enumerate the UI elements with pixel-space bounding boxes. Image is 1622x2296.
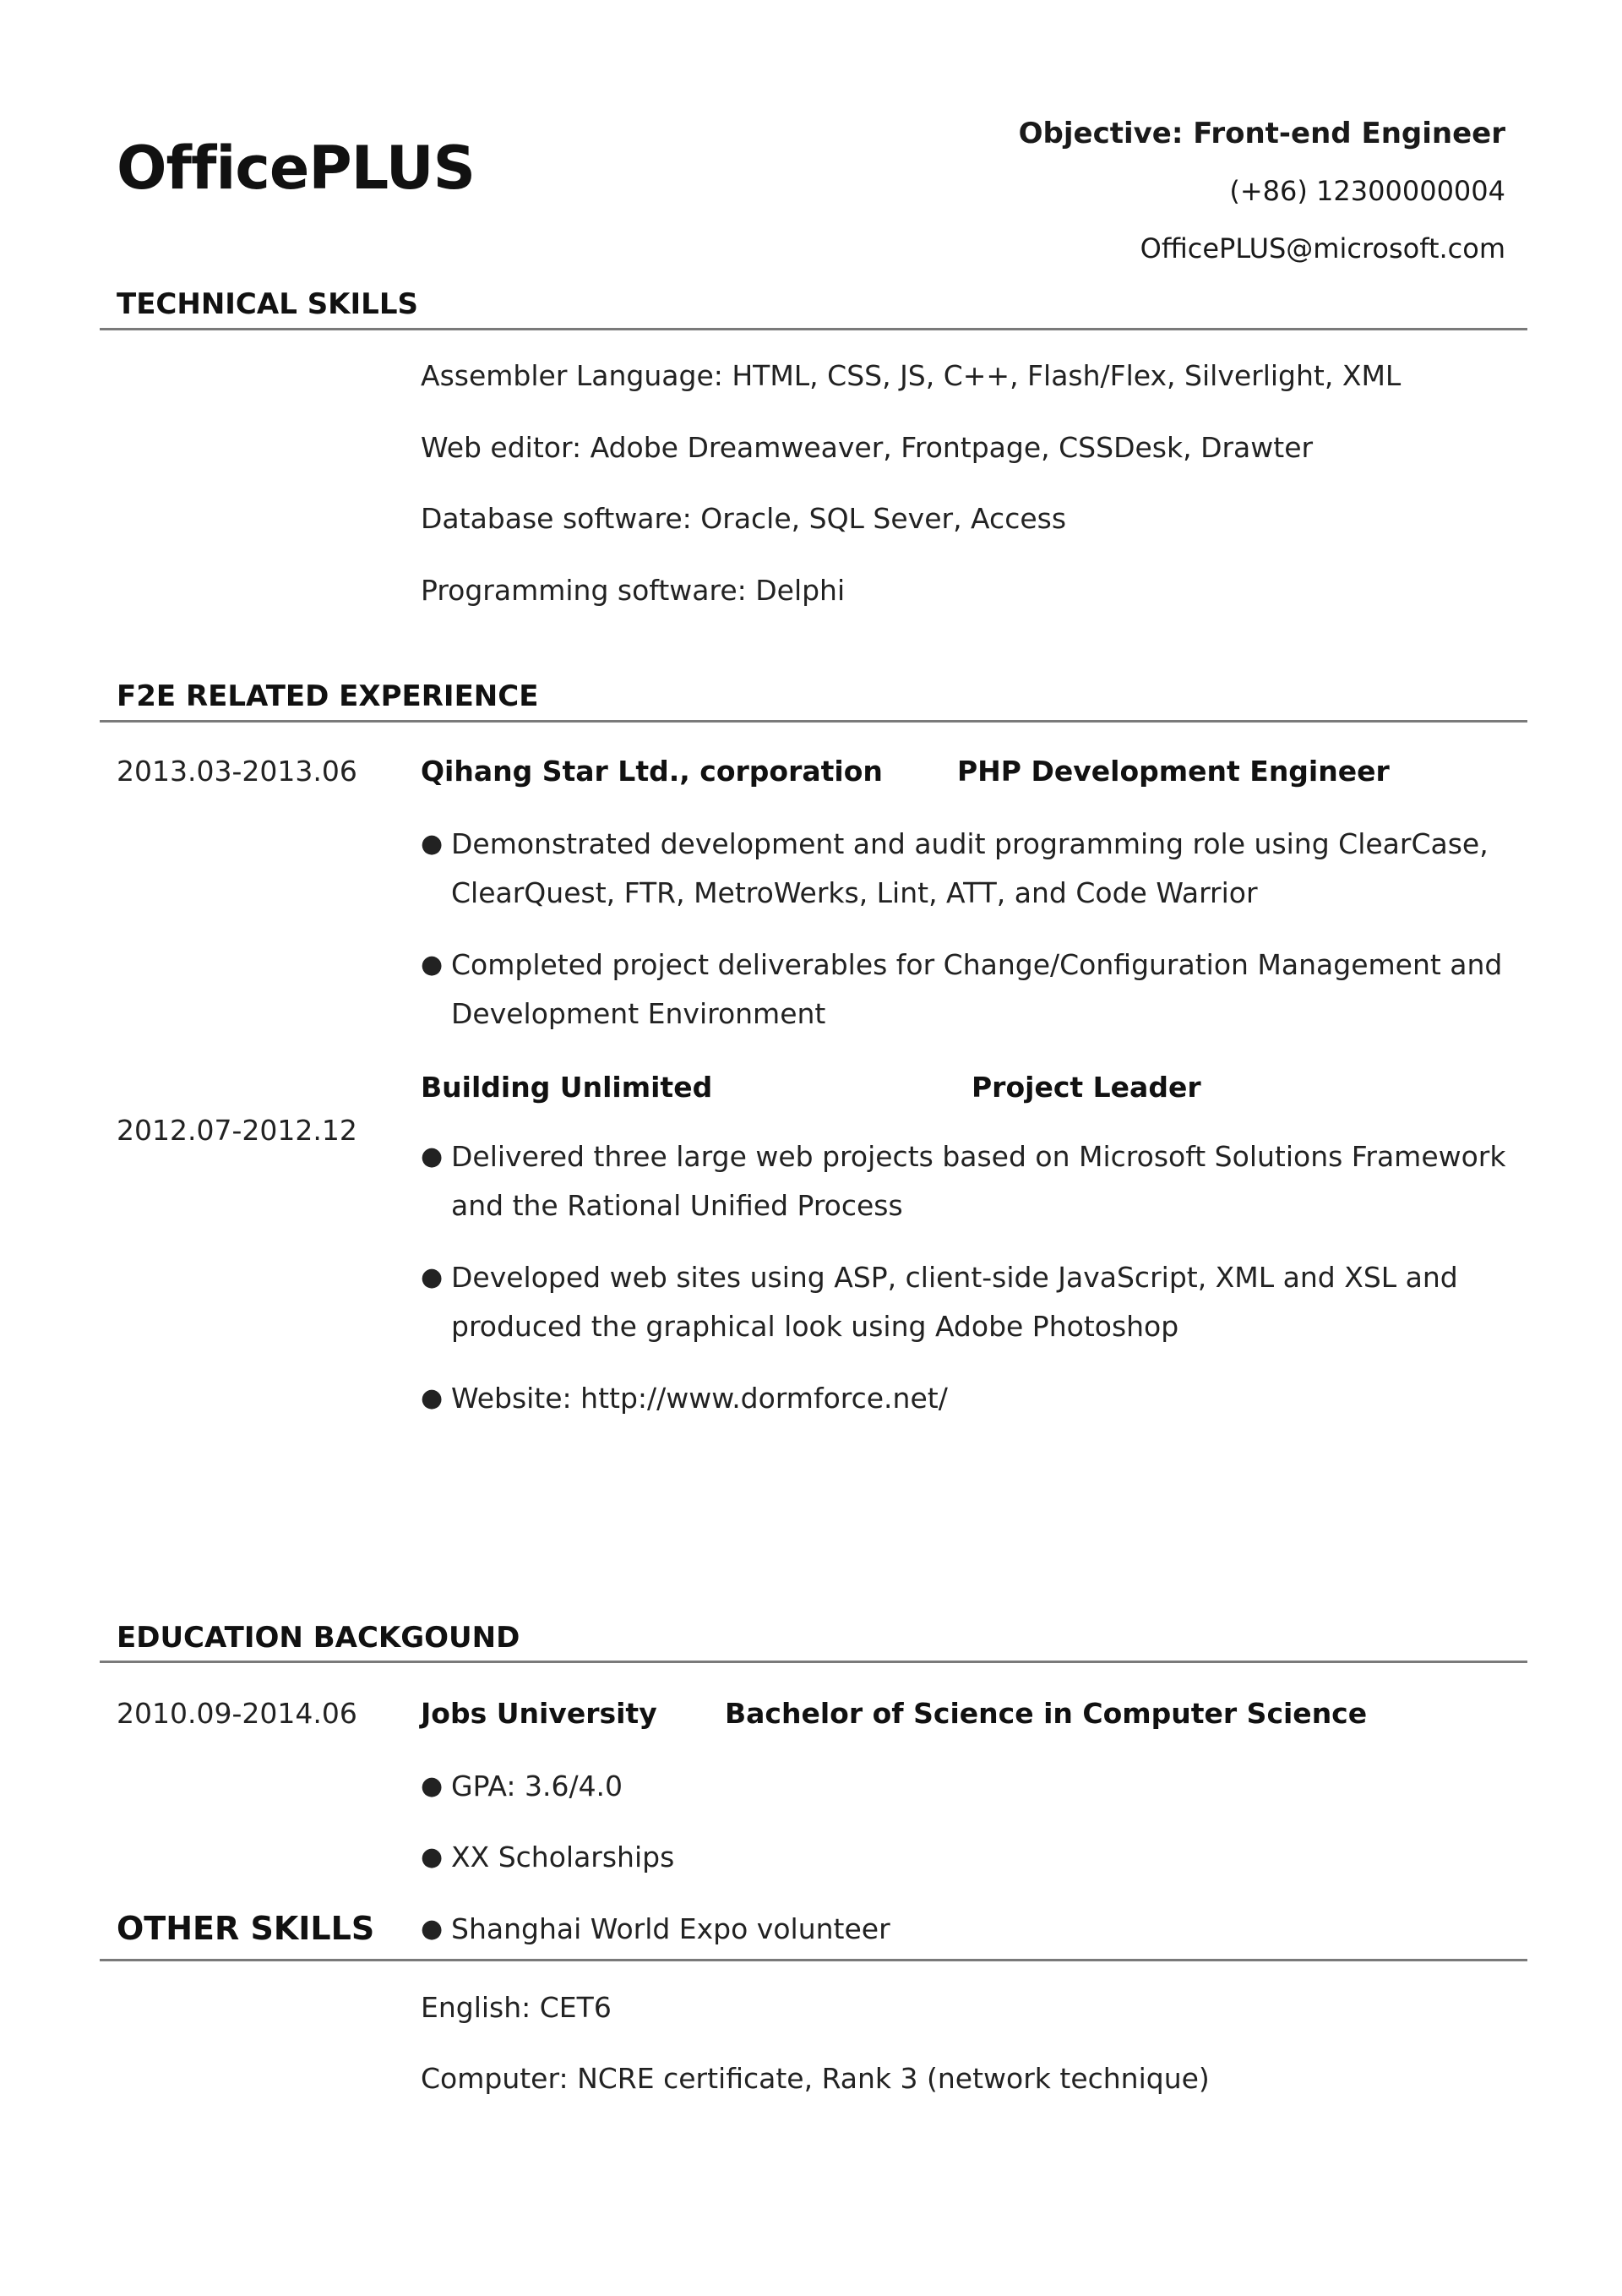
section-title-technical-skills: TECHNICAL SKILLS: [117, 287, 418, 321]
bullet-text: Delivered three large web projects based on Microsoft Solutions Framework and the Rational Unified Process: [451, 1140, 1506, 1222]
job-company: Qihang Star Ltd., corporation: [421, 755, 883, 788]
section-divider: [100, 328, 1527, 330]
job-bullet: [421, 941, 1527, 1039]
education-degree: Bachelor of Science in Computer Science: [725, 1697, 1368, 1730]
job-dates: 2013.03-2013.06: [117, 755, 357, 788]
job-bullet: [421, 1132, 1527, 1230]
bullet-text: Completed project deliverables for Change/Configuration Management and Development Environment: [451, 948, 1503, 1030]
education-bullet: [421, 1905, 1527, 1954]
skill-item: Web editor: Adobe Dreamweaver, Frontpage, CSSDesk, Drawter: [421, 431, 1314, 464]
bullet-text: Shanghai World Expo volunteer: [451, 1912, 890, 1945]
bullet-text: Website: http://www.dormforce.net/: [451, 1382, 948, 1415]
bullet-icon: ●: [421, 1914, 444, 1944]
section-divider: [100, 1959, 1527, 1961]
section-divider: [100, 1661, 1527, 1663]
education-bullet: [421, 1833, 1527, 1882]
bullet-icon: ●: [421, 1842, 444, 1872]
bullet-icon: ●: [421, 1383, 444, 1413]
education-school: Jobs University: [421, 1697, 657, 1730]
bullet-icon: ●: [421, 1771, 444, 1801]
education-bullet: [421, 1762, 1527, 1811]
skill-item: Programming software: Delphi: [421, 574, 846, 607]
phone-number: (+86) 12300000004: [1229, 175, 1505, 207]
education-dates: 2010.09-2014.06: [117, 1697, 357, 1730]
resume-name: OfficePLUS: [117, 134, 476, 203]
other-skill-item: Computer: NCRE certificate, Rank 3 (network technique): [421, 2062, 1210, 2095]
skill-item: Assembler Language: HTML, CSS, JS, C++, Flash/Flex, Silverlight, XML: [421, 359, 1402, 392]
section-divider: [100, 720, 1527, 723]
section-title-education: EDUCATION BACKGOUND: [117, 1621, 520, 1655]
bullet-text: GPA: 3.6/4.0: [451, 1770, 623, 1802]
bullet-icon: ●: [421, 1142, 444, 1171]
bullet-icon: ●: [421, 1263, 444, 1292]
email-address: OfficePLUS@microsoft.com: [1140, 232, 1505, 265]
job-bullet: [421, 820, 1527, 918]
bullet-text: XX Scholarships: [451, 1841, 675, 1873]
skill-item: Database software: Oracle, SQL Sever, Access: [421, 502, 1067, 535]
job-role: Project Leader: [972, 1071, 1201, 1104]
objective-line: Objective: Front-end Engineer: [1018, 117, 1505, 150]
job-bullet: [421, 1374, 1527, 1423]
job-bullet: [421, 1253, 1527, 1351]
bullet-text: Demonstrated development and audit programming role using ClearCase, ClearQuest, FTR, MetroWerks, Lint, ATT, and Code Warrior: [451, 827, 1489, 909]
job-dates: 2012.07-2012.12: [117, 1114, 357, 1147]
bullet-icon: ●: [421, 829, 444, 859]
bullet-icon: ●: [421, 950, 444, 979]
section-title-experience: F2E RELATED EXPERIENCE: [117, 679, 539, 713]
section-title-other-skills: OTHER SKILLS: [117, 1910, 375, 1947]
bullet-text: Developed web sites using ASP, client-side JavaScript, XML and XSL and produced the graphical look using Adobe Photoshop: [451, 1261, 1458, 1343]
job-role: PHP Development Engineer: [957, 755, 1390, 788]
job-company: Building Unlimited: [421, 1071, 713, 1104]
other-skill-item: English: CET6: [421, 1991, 612, 2024]
